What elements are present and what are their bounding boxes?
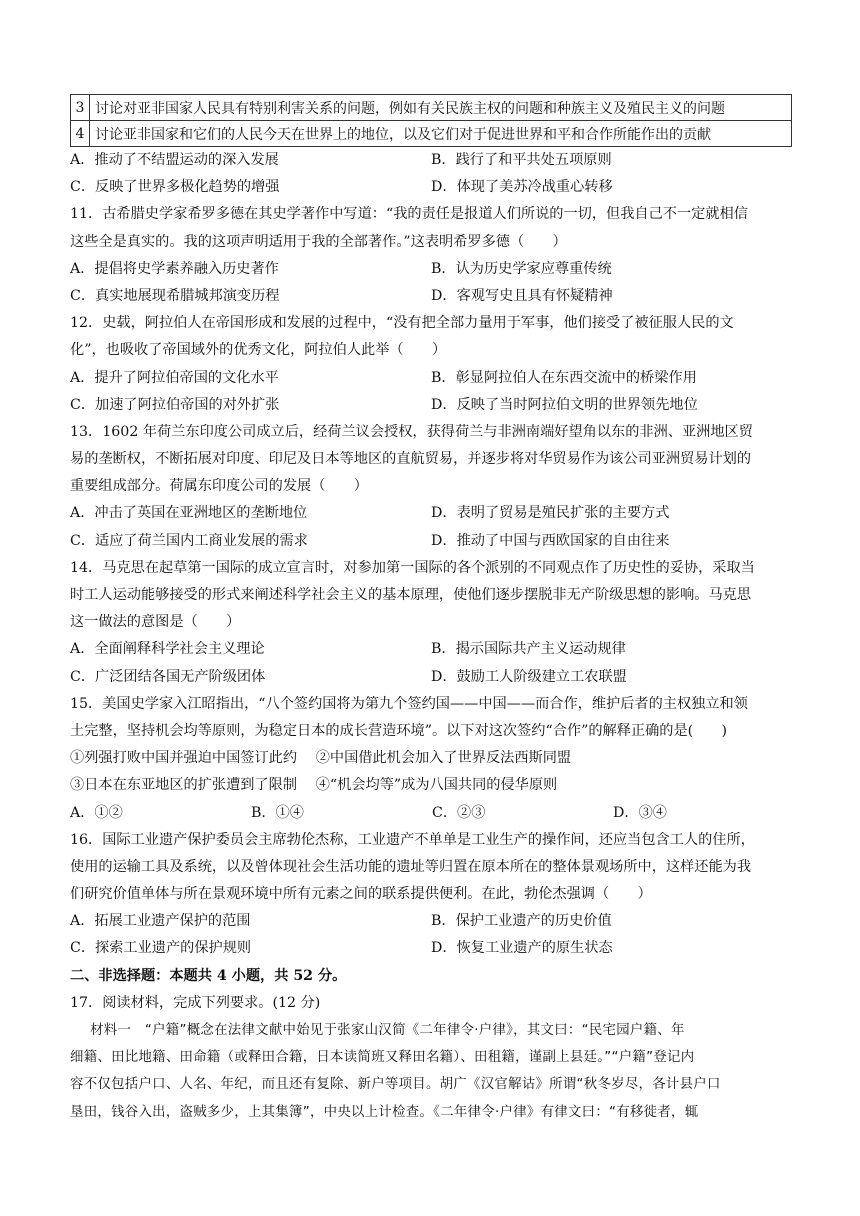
principles-table xyxy=(70,94,792,147)
option-b: B．践行了和平共处五项原则 xyxy=(431,152,612,168)
option-c: C．适应了荷兰国内工商业发展的需求 xyxy=(70,532,308,549)
q17-material-line2: 细籍、田比地籍、田命籍（或释田合籍，日本读简班又释田名籍）、田租籍，谨副上县廷。”“户籍”登记内 xyxy=(70,1050,695,1066)
q14-stem-line2: 时工人运动能够接受的形式来阐述科学社会主义的基本原理，使他们逐步摆脱非无产阶级思想的影响。马克思 xyxy=(70,587,752,603)
option-a: A．冲击了英国在亚洲地区的垄断地位 xyxy=(70,505,308,522)
option-d: D．推动了中国与西欧国家的自由往来 xyxy=(431,532,670,549)
q17-material-line3: 容不仅包括户口、人名、年纪，而且还有复除、新户等项目。胡广《汉官解诂》所谓“秋冬岁尽，各计县户口 xyxy=(70,1077,721,1093)
option-d: D．③④ xyxy=(613,804,667,821)
q16-stem-line2: 使用的运输工具及系统，以及曾体现社会生活功能的遗址等归置在原本所在的整体景观场所中，这样还能为我 xyxy=(70,858,752,875)
option-a: A．①② xyxy=(70,804,123,821)
option-c: C．反映了世界多极化趋势的增强 xyxy=(70,179,280,196)
exam-page xyxy=(70,94,794,1126)
q13-stem-line3: 重要组成部分。荷属东印度公司的发展（ ） xyxy=(70,478,368,495)
option-d: D．鼓励工人阶级建立工农联盟 xyxy=(431,668,627,685)
row-text: 讨论亚非国家和它们的人民今天在世界上的地位，以及它们对于促进世界和平和合作所能作出的贡献 xyxy=(90,121,792,147)
option-a: A．提倡将史学素养融入历史著作 xyxy=(70,260,279,277)
option-c: C．②③ xyxy=(432,804,486,821)
q13-options-row1 xyxy=(70,500,794,527)
q15-statements-line2: ③日本在东亚地区的扩张遭到了限制 ④“机会均等”成为八国共同的侵华原则 xyxy=(70,777,558,794)
option-a: A．提升了阿拉伯帝国的文化水平 xyxy=(70,369,279,386)
q11-stem-line1: 11．古希腊史学家希罗多德在其史学著作中写道：“我的责任是报道人们所说的一切，但我自己不一定就相信 xyxy=(70,206,748,223)
q11-options-row2 xyxy=(70,283,794,310)
q15-options xyxy=(70,800,794,827)
q10-options-row2 xyxy=(70,174,794,201)
option-a: A．拓展工业遗产保护的范围 xyxy=(70,913,251,930)
q14-options-row2 xyxy=(70,664,794,691)
q12-options-row2 xyxy=(70,392,794,419)
option-d: D．反映了当时阿拉伯文明的世界领先地位 xyxy=(431,396,698,413)
q11-stem-line2: 这些全是真实的。我的这项声明适用于我的全部著作。”这表明希罗多德（ ） xyxy=(70,233,567,250)
option-b: B．揭示国际共产主义运动规律 xyxy=(431,641,626,658)
q11-options-row1 xyxy=(70,256,794,283)
q12-options-row1 xyxy=(70,365,794,392)
table-row xyxy=(71,121,792,147)
option-b: B．保护工业遗产的历史价值 xyxy=(431,913,612,930)
q16-options-row2 xyxy=(70,935,794,962)
q17-material-line4: 垦田，钱谷入出，盗贼多少，上其集簿”，中央以上计检查。《二年律令·户律》有律文曰：“有移徙者，辄 xyxy=(70,1104,699,1120)
q16-stem-line3: 们研究价值单体与所在景观环境中所有元素之间的联系提供便利。在此，勃伦杰强调（ ） xyxy=(70,886,652,903)
q17-material-line1: 材料一 “户籍”概念在法律文献中始见于张家山汉简《二年律令·户律》，其文曰：“民宅园户籍、年 xyxy=(90,1023,685,1038)
option-d: D．恢复工业遗产的原生状态 xyxy=(431,940,613,957)
option-c: C．探索工业遗产的保护规则 xyxy=(70,940,252,957)
q13-stem-line2: 易的垄断权，不断拓展对印度、印尼及日本等地区的直航贸易，并逐步将对华贸易作为该公司亚洲贸易计划的 xyxy=(70,451,752,468)
q15-statements-line1: ①列强打败中国并强迫中国签订此约 ②中国借此机会加入了世界反法西斯同盟 xyxy=(70,750,572,767)
q16-stem-line1: 16．国际工业遗产保护委员会主席勃伦杰称，工业遗产不单单是工业生产的操作间，还应当包含工人的住所， xyxy=(70,831,755,848)
q14-stem-line1: 14．马克思在起草第一国际的成立宣言时，对参加第一国际的各个派别的不同观点作了历史性的妥协，采取当 xyxy=(70,559,755,576)
option-c: C．真实地展现希腊城邦演变历程 xyxy=(70,287,280,304)
option-c: C．加速了阿拉伯帝国的对外扩张 xyxy=(70,396,280,413)
q15-stem-line1: 15．美国史学家入江昭指出，“八个签约国将为第九个签约国——中国——而合作，维护后者的主权独立和领 xyxy=(70,695,748,712)
table-row xyxy=(71,95,792,121)
option-a: A．推动了不结盟运动的深入发展 xyxy=(70,152,279,168)
option-b: B．彰显阿拉伯人在东西交流中的桥梁作用 xyxy=(431,369,697,386)
row-text: 讨论对亚非国家人民具有特别利害关系的问题，例如有关民族主权的问题和种族主义及殖民主义的问题 xyxy=(90,95,792,121)
q16-options-row1 xyxy=(70,908,794,935)
option-b: B．认为历史学家应尊重传统 xyxy=(431,260,612,277)
q14-stem-line3: 这一做法的意图是（ ） xyxy=(70,614,241,631)
q13-stem-line1: 13．1602 年荷兰东印度公司成立后，经荷兰议会授权，获得荷兰与非洲南端好望角以东的非洲、亚洲地区贸 xyxy=(70,423,753,440)
option-d: D．客观写史且具有怀疑精神 xyxy=(431,287,613,304)
row-number: 3 xyxy=(71,95,90,121)
q17-heading: 17．阅读材料，完成下列要求。(12 分) xyxy=(70,994,321,1011)
option-a: A．全面阐释科学社会主义理论 xyxy=(70,641,265,658)
section-heading: 二、非选择题：本题共 4 小题，共 52 分。 xyxy=(70,967,347,984)
option-c: C．广泛团结各国无产阶级团体 xyxy=(70,668,266,685)
row-number: 4 xyxy=(71,121,90,147)
option-b: B．①④ xyxy=(251,804,304,821)
q14-options-row1 xyxy=(70,636,794,663)
q12-stem-line1: 12．史载，阿拉伯人在帝国形成和发展的过程中，“没有把全部力量用于军事，他们接受了被征服人民的文 xyxy=(70,315,734,332)
q13-options-row2 xyxy=(70,528,794,555)
option-d: D．体现了美苏冷战重心转移 xyxy=(431,179,613,196)
q12-stem-line2: 化”，也吸收了帝国域外的优秀文化，阿拉伯人此举（ ） xyxy=(70,342,447,359)
q10-options-row1 xyxy=(70,147,794,174)
q15-stem-line2: 土完整，坚持机会均等原则，为稳定日本的成长营造环境”。以下对这次签约“合作”的解释正确的是( ) xyxy=(70,722,728,739)
option-d: D．表明了贸易是殖民扩张的主要方式 xyxy=(431,505,670,522)
